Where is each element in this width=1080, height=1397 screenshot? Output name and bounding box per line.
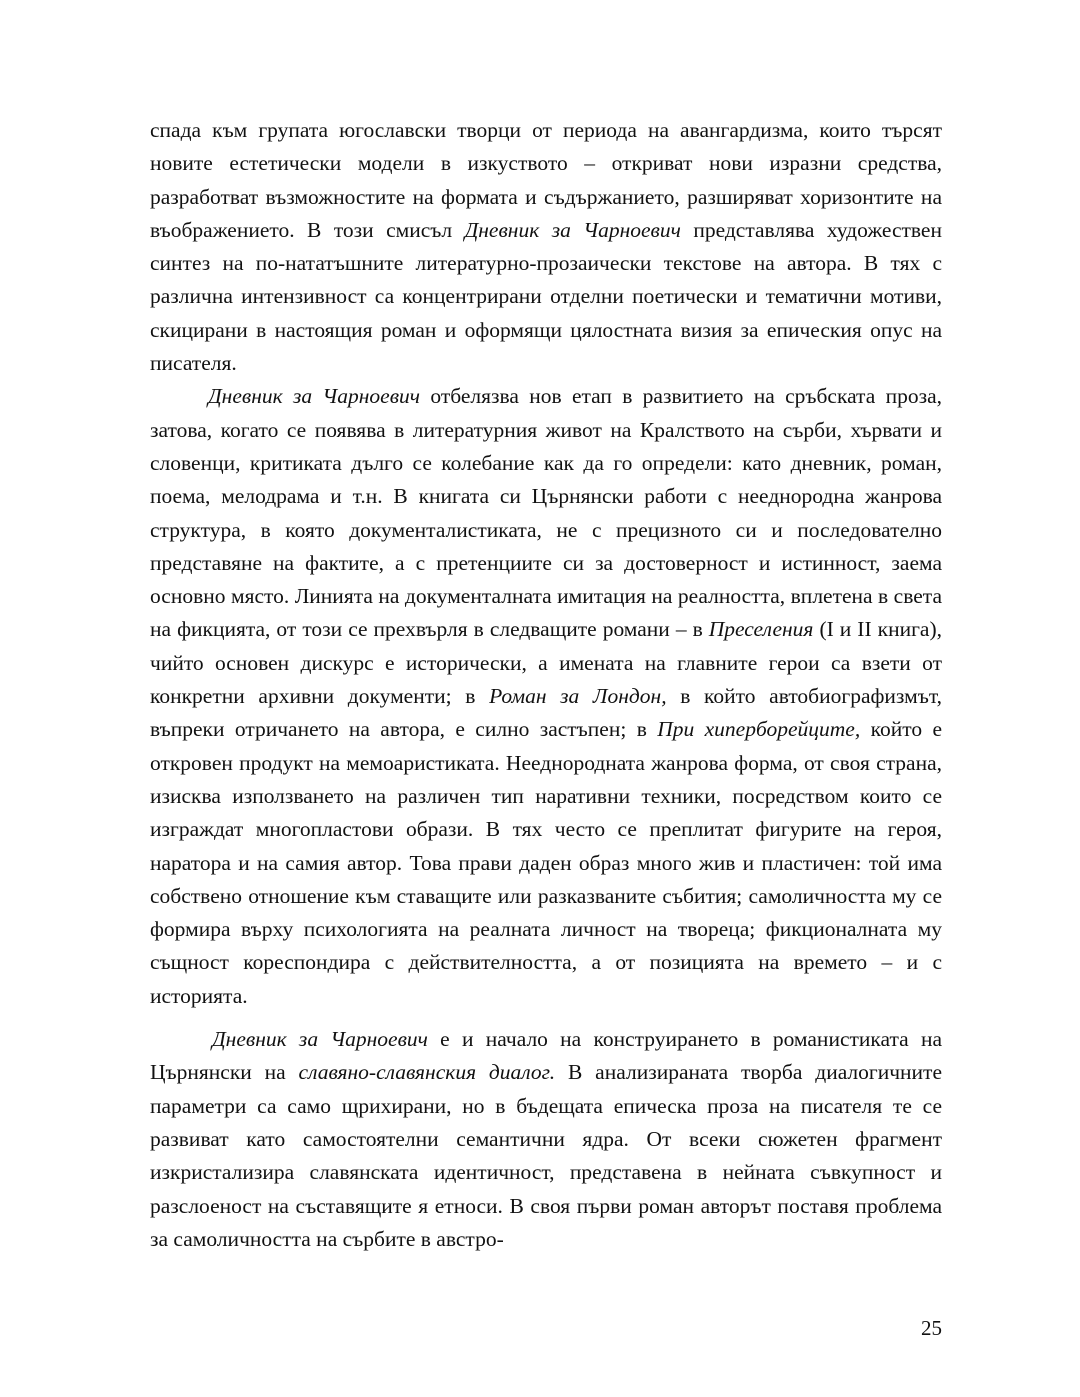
text-run: в който автобиографизмът, въпреки отричането на автора, е силно застъпен; в [150,684,942,742]
page-number: 25 [921,1316,942,1340]
text-run: В анализираната творба диалогичните параметри са само щрихирани, но в бъдещата епическа проза на писателя те се развиват като самостоятелни семантични ядра. От всеки сюжетен фрагмент изкристализира славянската идентичност, представена в нейната съвкупност и разслоеност на съставящите я етноси. В своя първи роман авторът поставя проблема за самоличността на сърбите в австро- [150,1060,942,1251]
paragraph-3 [150,1023,942,1256]
italic-title: Дневник за Чарноевич [212,1027,428,1052]
italic-title: Преселения [708,617,814,642]
italic-title: При хиперборейците, [657,717,861,742]
text-run: е и начало на конструирането в романистиката на Църнянски на [150,1027,942,1085]
italic-title: Дневник за Чарноевич [464,217,681,242]
italic-title: Дневник за Чарноевич [208,384,421,409]
text-run: спада към групата югославски творци от периода на авангардизма, които търсят новите естетически модели в изкуството – откриват нови изразни средства, разработват възможностите на формата и съдържанието, разширяват хоризонтите на въображението. В този смисъл [150,118,942,242]
text-run: (I и II книга), чийто основен дискурс е исторически, а имената на главните герои са взети от конкретни архивни документи; в [150,617,942,709]
text-run: който е откровен продукт на мемоаристиката. Нееднородната жанрова форма, от своя страна, изисква използването на различен тип наративни техники, посредством които се изграждат многопластови образи. В тях често се преплитат фигурите на героя, наратора и на самия автор. Това прави даден образ много жив и пластичен: той има собствено отношение към ставащите или разказваните събития; самоличността му се формира върху психологията на реалната личност на твореца; фикционалната му същност кореспондира с действителността, а от позицията на времето – и с историята. [150,717,942,1008]
paragraph-1 [150,114,942,380]
italic-title: Роман за Лондон, [489,684,667,709]
paragraph-2 [150,380,942,1013]
italic-term: славяно-славянския диалог. [298,1060,556,1085]
text-run: отбелязва нов етап в развитието на сръбската проза, затова, когато се появява в литературния живот на Кралството на сърби, хървати и словенци, критиката дълго се колебание как да го определи: като дневник, роман, поема, мелодрама и т.н. В книгата си Църнянски работи с нееднородна жанрова структура, в която документалистиката, не с прецизното си и последователно представяне на фактите, а с претенциите си за достоверност и истинност, заема основно място. Линията на документалната имитация на реалността, вплетена в света на фикцията, от този се прехвърля в следващите романи – в [150,384,942,642]
body-text [150,114,942,1256]
text-run: представлява художествен синтез на по-нататъшните литературно-прозаически текстове на автора. В тях с различна интензивност са концентрирани отделни поетически и тематични мотиви, скицирани в настоящия роман и оформящи цялостната визия за епическия опус на писателя. [150,217,942,376]
